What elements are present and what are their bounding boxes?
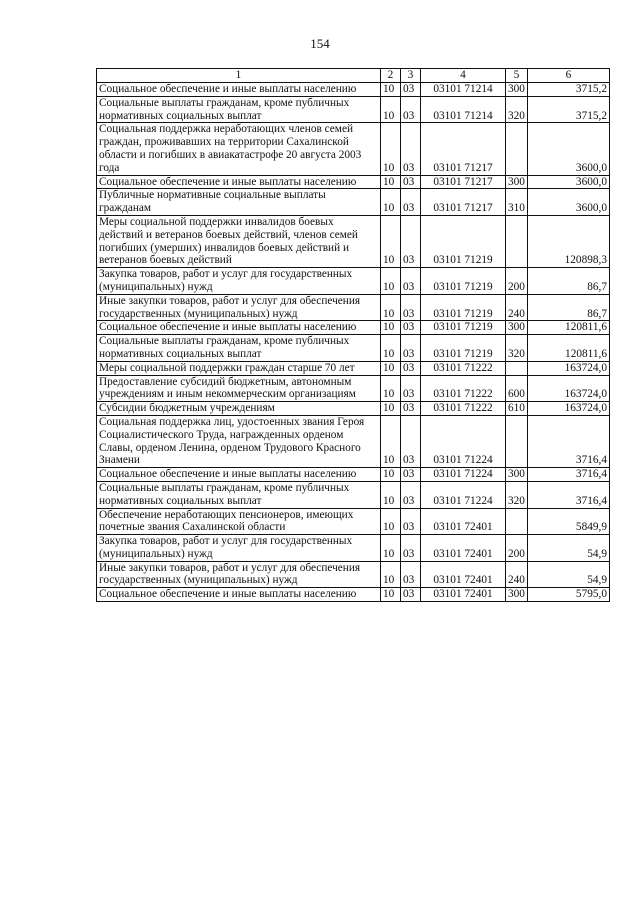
- expense-type-cell: 200: [506, 535, 528, 562]
- table-row: [97, 215, 610, 267]
- expense-name-cell: Публичные нормативные социальные выплаты гражданам: [97, 189, 381, 216]
- target-article-cell: 03101 71217: [421, 123, 506, 175]
- section-code-cell: 10: [381, 96, 401, 123]
- target-article-cell: 03101 72401: [421, 535, 506, 562]
- expense-type-cell: 300: [506, 175, 528, 189]
- budget-table: [96, 68, 610, 602]
- table-header-row: [97, 69, 610, 83]
- target-article-cell: 03101 71214: [421, 96, 506, 123]
- table-row: [97, 189, 610, 216]
- table-body: [97, 83, 610, 602]
- expense-type-cell: [506, 415, 528, 467]
- expense-type-cell: 310: [506, 189, 528, 216]
- table-row: [97, 175, 610, 189]
- target-article-cell: 03101 71224: [421, 415, 506, 467]
- table-row: [97, 321, 610, 335]
- subsection-code-cell: 03: [401, 189, 421, 216]
- target-article-cell: 03101 71219: [421, 268, 506, 295]
- expense-name-cell: Предоставление субсидий бюджетным, автономным учреждениям и иным некоммерческим организациям: [97, 375, 381, 402]
- expense-type-cell: 300: [506, 321, 528, 335]
- expense-name-cell: Закупка товаров, работ и услуг для государственных (муниципальных) нужд: [97, 268, 381, 295]
- amount-cell: 54,9: [528, 561, 610, 588]
- subsection-code-cell: 03: [401, 508, 421, 535]
- subsection-code-cell: 03: [401, 123, 421, 175]
- target-article-cell: 03101 71224: [421, 468, 506, 482]
- subsection-code-cell: 03: [401, 96, 421, 123]
- subsection-code-cell: 03: [401, 415, 421, 467]
- subsection-code-cell: 03: [401, 83, 421, 97]
- expense-name-cell: Социальная поддержка неработающих членов семей граждан, проживавших на территории Сахалинской области и погибших в авиакатастрофе 20 августа 2003 года: [97, 123, 381, 175]
- expense-type-cell: 320: [506, 481, 528, 508]
- amount-cell: 120898,3: [528, 215, 610, 267]
- amount-cell: 163724,0: [528, 375, 610, 402]
- target-article-cell: 03101 72401: [421, 561, 506, 588]
- column-header: 4: [421, 69, 506, 83]
- amount-cell: 54,9: [528, 535, 610, 562]
- section-code-cell: 10: [381, 508, 401, 535]
- table-row: [97, 268, 610, 295]
- table-row: [97, 561, 610, 588]
- section-code-cell: 10: [381, 335, 401, 362]
- table-row: [97, 361, 610, 375]
- target-article-cell: 03101 71219: [421, 335, 506, 362]
- table-row: [97, 83, 610, 97]
- section-code-cell: 10: [381, 83, 401, 97]
- target-article-cell: 03101 71224: [421, 481, 506, 508]
- expense-type-cell: [506, 123, 528, 175]
- target-article-cell: 03101 72401: [421, 588, 506, 602]
- table-row: [97, 588, 610, 602]
- subsection-code-cell: 03: [401, 268, 421, 295]
- table-row: [97, 481, 610, 508]
- amount-cell: 5849,9: [528, 508, 610, 535]
- expense-name-cell: Социальные выплаты гражданам, кроме публичных нормативных социальных выплат: [97, 335, 381, 362]
- expense-type-cell: [506, 508, 528, 535]
- amount-cell: 86,7: [528, 268, 610, 295]
- expense-type-cell: [506, 215, 528, 267]
- amount-cell: 86,7: [528, 294, 610, 321]
- section-code-cell: 10: [381, 175, 401, 189]
- expense-type-cell: 200: [506, 268, 528, 295]
- expense-type-cell: 320: [506, 335, 528, 362]
- section-code-cell: 10: [381, 321, 401, 335]
- section-code-cell: 10: [381, 189, 401, 216]
- table-row: [97, 535, 610, 562]
- section-code-cell: 10: [381, 294, 401, 321]
- expense-name-cell: Социальное обеспечение и иные выплаты населению: [97, 588, 381, 602]
- expense-type-cell: 610: [506, 402, 528, 416]
- target-article-cell: 03101 71219: [421, 215, 506, 267]
- section-code-cell: 10: [381, 561, 401, 588]
- section-code-cell: 10: [381, 415, 401, 467]
- table-row: [97, 508, 610, 535]
- target-article-cell: 03101 71222: [421, 361, 506, 375]
- subsection-code-cell: 03: [401, 402, 421, 416]
- target-article-cell: 03101 71222: [421, 402, 506, 416]
- target-article-cell: 03101 71217: [421, 175, 506, 189]
- subsection-code-cell: 03: [401, 588, 421, 602]
- expense-name-cell: Социальное обеспечение и иные выплаты населению: [97, 83, 381, 97]
- section-code-cell: 10: [381, 588, 401, 602]
- table-row: [97, 468, 610, 482]
- target-article-cell: 03101 71222: [421, 375, 506, 402]
- section-code-cell: 10: [381, 481, 401, 508]
- amount-cell: 120811,6: [528, 335, 610, 362]
- column-header: 5: [506, 69, 528, 83]
- subsection-code-cell: 03: [401, 294, 421, 321]
- expense-name-cell: Социальное обеспечение и иные выплаты населению: [97, 175, 381, 189]
- expense-type-cell: 320: [506, 96, 528, 123]
- subsection-code-cell: 03: [401, 468, 421, 482]
- expense-name-cell: Социальные выплаты гражданам, кроме публичных нормативных социальных выплат: [97, 481, 381, 508]
- amount-cell: 3715,2: [528, 96, 610, 123]
- section-code-cell: 10: [381, 375, 401, 402]
- column-header: 6: [528, 69, 610, 83]
- subsection-code-cell: 03: [401, 335, 421, 362]
- column-header: 1: [97, 69, 381, 83]
- table-row: [97, 415, 610, 467]
- column-header: 2: [381, 69, 401, 83]
- amount-cell: 163724,0: [528, 361, 610, 375]
- subsection-code-cell: 03: [401, 175, 421, 189]
- expense-name-cell: Субсидии бюджетным учреждениям: [97, 402, 381, 416]
- amount-cell: 3600,0: [528, 123, 610, 175]
- section-code-cell: 10: [381, 535, 401, 562]
- amount-cell: 3600,0: [528, 189, 610, 216]
- expense-type-cell: 300: [506, 468, 528, 482]
- subsection-code-cell: 03: [401, 321, 421, 335]
- expense-name-cell: Иные закупки товаров, работ и услуг для обеспечения государственных (муниципальных) нужд: [97, 294, 381, 321]
- subsection-code-cell: 03: [401, 535, 421, 562]
- expense-type-cell: 240: [506, 294, 528, 321]
- section-code-cell: 10: [381, 268, 401, 295]
- expense-name-cell: Социальное обеспечение и иные выплаты населению: [97, 468, 381, 482]
- expense-name-cell: Закупка товаров, работ и услуг для государственных (муниципальных) нужд: [97, 535, 381, 562]
- amount-cell: 120811,6: [528, 321, 610, 335]
- table-row: [97, 375, 610, 402]
- target-article-cell: 03101 71217: [421, 189, 506, 216]
- expense-name-cell: Обеспечение неработающих пенсионеров, имеющих почетные звания Сахалинской области: [97, 508, 381, 535]
- expense-type-cell: [506, 361, 528, 375]
- table-row: [97, 335, 610, 362]
- expense-type-cell: 300: [506, 588, 528, 602]
- target-article-cell: 03101 71219: [421, 321, 506, 335]
- column-header: 3: [401, 69, 421, 83]
- subsection-code-cell: 03: [401, 215, 421, 267]
- table-row: [97, 96, 610, 123]
- amount-cell: 3715,2: [528, 83, 610, 97]
- amount-cell: 5795,0: [528, 588, 610, 602]
- target-article-cell: 03101 71219: [421, 294, 506, 321]
- expense-name-cell: Меры социальной поддержки инвалидов боевых действий и ветеранов боевых действий, членов семей погибших (умерших) инвалидов боевых действий и ветеранов боевых действий: [97, 215, 381, 267]
- section-code-cell: 10: [381, 215, 401, 267]
- expense-name-cell: Иные закупки товаров, работ и услуг для обеспечения государственных (муниципальных) нужд: [97, 561, 381, 588]
- subsection-code-cell: 03: [401, 561, 421, 588]
- amount-cell: 3716,4: [528, 415, 610, 467]
- expense-type-cell: 300: [506, 83, 528, 97]
- section-code-cell: 10: [381, 468, 401, 482]
- subsection-code-cell: 03: [401, 361, 421, 375]
- subsection-code-cell: 03: [401, 481, 421, 508]
- section-code-cell: 10: [381, 361, 401, 375]
- amount-cell: 3716,4: [528, 481, 610, 508]
- amount-cell: 163724,0: [528, 402, 610, 416]
- table-row: [97, 402, 610, 416]
- section-code-cell: 10: [381, 123, 401, 175]
- table-row: [97, 123, 610, 175]
- target-article-cell: 03101 72401: [421, 508, 506, 535]
- target-article-cell: 03101 71214: [421, 83, 506, 97]
- expense-type-cell: 240: [506, 561, 528, 588]
- section-code-cell: 10: [381, 402, 401, 416]
- amount-cell: 3716,4: [528, 468, 610, 482]
- expense-name-cell: Социальное обеспечение и иные выплаты населению: [97, 321, 381, 335]
- table-row: [97, 294, 610, 321]
- expense-type-cell: 600: [506, 375, 528, 402]
- expense-name-cell: Социальная поддержка лиц, удостоенных звания Героя Социалистического Труда, награжденных орденом Славы, орденом Ленина, орденом Трудового Красного Знамени: [97, 415, 381, 467]
- amount-cell: 3600,0: [528, 175, 610, 189]
- subsection-code-cell: 03: [401, 375, 421, 402]
- page-number: 154: [310, 36, 330, 51]
- expense-name-cell: Социальные выплаты гражданам, кроме публичных нормативных социальных выплат: [97, 96, 381, 123]
- expense-name-cell: Меры социальной поддержки граждан старше 70 лет: [97, 361, 381, 375]
